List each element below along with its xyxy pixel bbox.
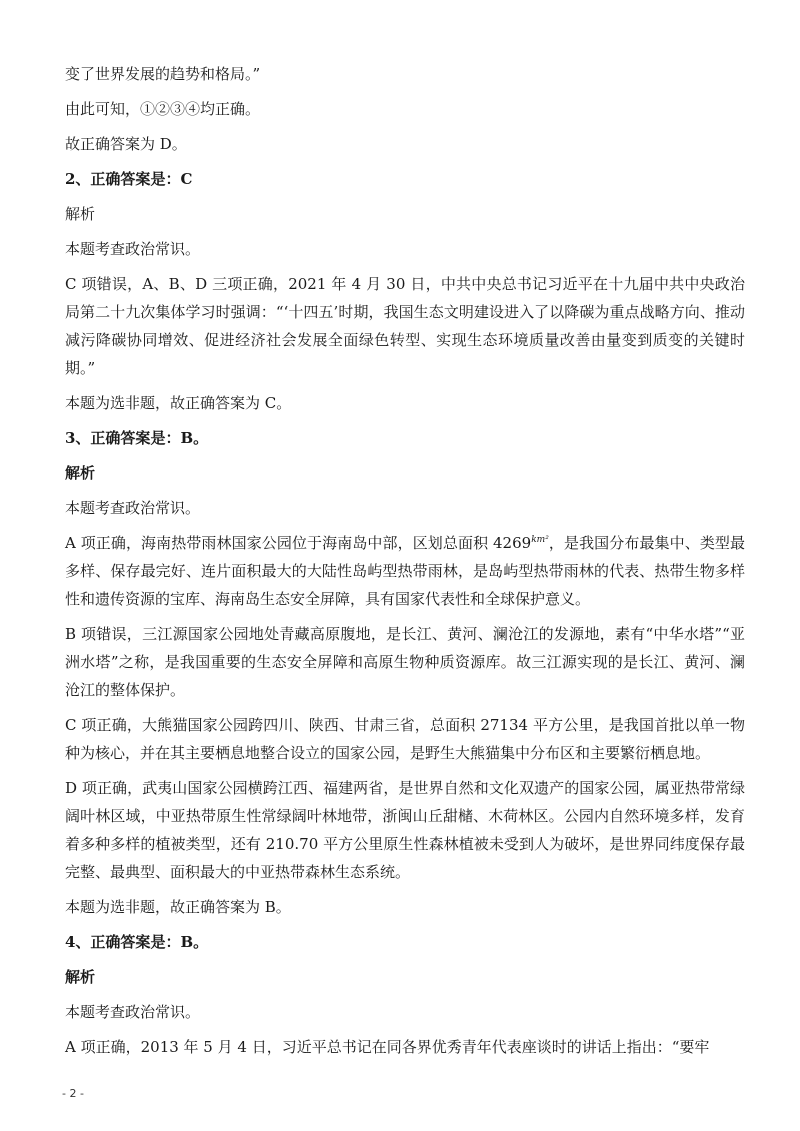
unit-superscript: km²	[531, 535, 549, 545]
analysis-label: 解析	[65, 968, 96, 986]
paragraph: 本题考查政治常识。	[65, 1003, 201, 1021]
paragraph: C 项错误，A、B、D 三项正确，2021 年 4 月 30 日，中共中央总书记习近平在十九届中共中央政治局第二十九次集体学习时强调：“‘十四五’时期，我国生态文明建设进入了以降碳为重点战略方向、推动减污降碳协同增效、促进经济社会发展全面绿色转型、实现生态环境质量改善由量变到质变的关键时期。”	[65, 275, 745, 377]
paragraph: 本题为选非题，故正确答案为 B。	[65, 898, 291, 916]
paragraph: 故正确答案为 D。	[65, 135, 187, 153]
paragraph-part: ，是我国分布最集中、类型最多样、保存最完好、连片面积最大的大陆性岛屿型热带雨林，是岛屿型热带雨林的代表、热带生物多样性和遗传资源的宝库、海南岛生态安全屏障，具有国家代表性和全球保护意义。	[65, 534, 745, 608]
paragraph: 由此可知，①②③④均正确。	[65, 100, 261, 118]
answer-heading: 3、正确答案是：B。	[65, 429, 209, 447]
answer-heading: 4、正确答案是：B。	[65, 933, 209, 951]
answer-heading: 2、正确答案是：C	[65, 170, 193, 188]
paragraph: 本题考查政治常识。	[65, 499, 201, 517]
paragraph: A 项正确，2013 年 5 月 4 日，习近平总书记在同各界优秀青年代表座谈时的讲话上指出：“要牢	[65, 1038, 710, 1056]
analysis-label: 解析	[65, 205, 96, 223]
analysis-label: 解析	[65, 464, 96, 482]
paragraph: C 项正确，大熊猫国家公园跨四川、陕西、甘肃三省，总面积 27134 平方公里，是我国首批以单一物种为核心，并在其主要栖息地整合设立的国家公园，是野生大熊猫集中分布区和主要繁衍栖息地。	[65, 716, 745, 762]
paragraph: 本题考查政治常识。	[65, 240, 201, 258]
paragraph: B 项错误，三江源国家公园地处青藏高原腹地，是长江、黄河、澜沧江的发源地，素有“中华水塔”“亚洲水塔”之称，是我国重要的生态安全屏障和高原生物种质资源库。故三江源实现的是长江、黄河、澜沧江的整体保护。	[65, 625, 745, 699]
document-body	[65, 60, 745, 1068]
paragraph: 变了世界发展的趋势和格局。”	[65, 65, 261, 83]
paragraph: 本题为选非题，故正确答案为 C。	[65, 394, 292, 412]
paragraph-part: A 项正确，海南热带雨林国家公园位于海南岛中部，区划总面积 4269	[65, 534, 532, 552]
paragraph: D 项正确，武夷山国家公园横跨江西、福建两省，是世界自然和文化双遗产的国家公园，属亚热带常绿阔叶林区域，中亚热带原生性常绿阔叶林地带，浙闽山丘甜槠、木荷林区。公园内自然环境多样，发育着多种多样的植被类型，还有 210.70 平方公里原生性森林植被未受到人为破坏，是世界同纬度保存最完整、最典型、面积最大的中亚热带森林生态系统。	[65, 779, 745, 881]
paragraph	[65, 529, 745, 613]
page-number: - 2 -	[62, 1087, 84, 1100]
